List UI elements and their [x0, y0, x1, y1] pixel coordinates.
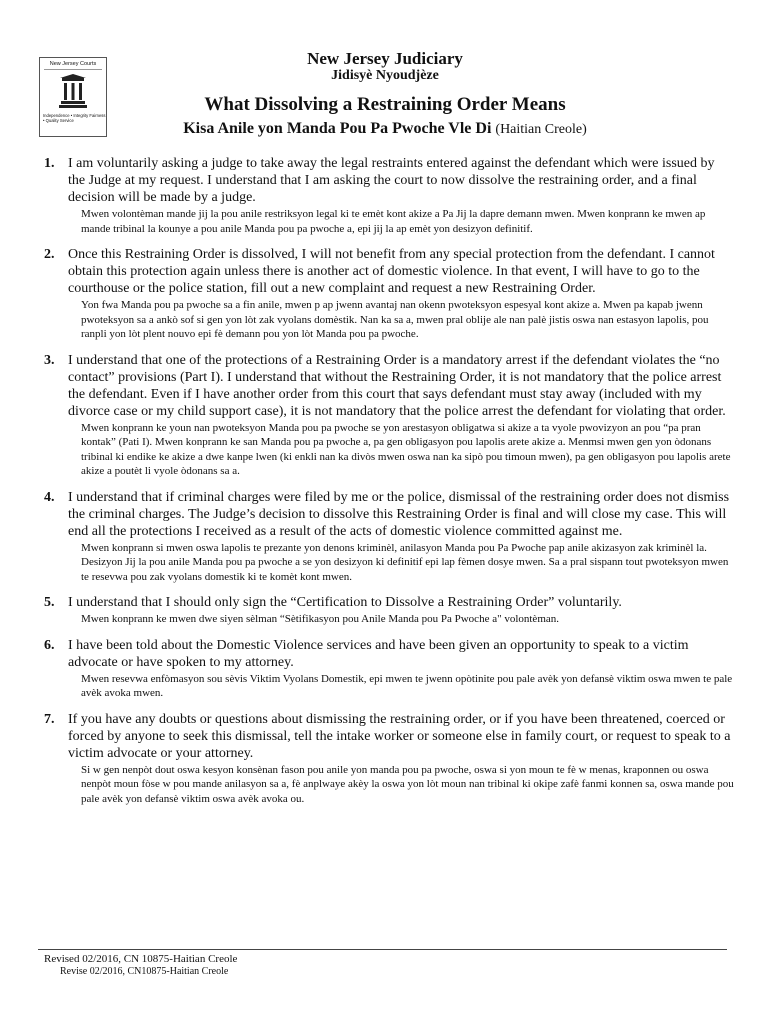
statement-6 — [44, 637, 734, 701]
organization-name-creole: Jidisyè Nyoudjèze — [331, 68, 439, 83]
statement-number: 4. — [44, 489, 55, 505]
statement-4 — [44, 489, 734, 585]
document-title-creole-line — [0, 120, 770, 138]
statement-creole: Mwen resevwa enfòmasyon sou sèvis Viktim Vyolans Domestik, epi mwen te jwenn opòtinite pou pale avèk yon defansè viktim oswa mwen te pale avèk avoka mwen. — [81, 672, 733, 699]
statement-creole: Mwen volontèman mande jij la pou anile restriksyon legal ki te emèt kont akize a Pa Jij la dapre demann mwen. Mwen konprann ke mwen ap mande tribinal la kounye a pou anile Manda pou pa pwoche a, epi jij la ap emèt yon desizyon definitif. — [81, 208, 706, 235]
statement-number: 6. — [44, 637, 55, 653]
statement-english: I have been told about the Domestic Violence services and have been given an opportunity to speak to a victim advocate or have spoken to my attorney. — [68, 637, 689, 670]
statements-list — [44, 155, 734, 816]
statement-5 — [44, 594, 734, 627]
statement-1 — [44, 155, 734, 236]
statement-english: Once this Restraining Order is dissolved, I will not benefit from any special protection from the defendant. I cannot obtain this protection again unless there is another act of domestic violence. In that event, I will have to go to the courthouse or the police station, fill out a new complaint and request a new Restraining Order. — [68, 247, 715, 296]
statement-number: 2. — [44, 247, 55, 262]
statement-number: 1. — [44, 156, 55, 171]
revision-note-creole: Revise 02/2016, CN10875-Haitian Creole — [60, 966, 229, 977]
footer-divider — [38, 949, 727, 950]
document-title: What Dissolving a Restraining Order Means — [204, 94, 566, 115]
statement-creole: Mwen konprann si mwen oswa lapolis te prezante yon denons kriminèl, anilasyon Manda pou Pa Pwoche pap anile akizasyon zak kriminèl la. Desizyon Jij la pou anile Manda pou pa pwoche a se yon desizyon ki definitif epi lap fèmen dosye mwen. Sa a pral sispann tout pwoteksyon mwen te resevwa pou zak vyolans domestik ki te komèt kont mwen. — [81, 541, 729, 583]
statement-creole: Mwen konprann ke youn nan pwoteksyon Manda pou pa pwoche se yon arestasyon obligatwa si akize a ta vyole pwovizyon an pou “pa pran kontak” (Pati I). Mwen konprann ke san Manda pou pa pwoche a, pa gen obligasyon pou lapolis arete akize a. Menmsi mwen gen yon òdonans tribinal ki endike ke akize a dwe kanpe lwen (ki enkli nan ka divòs mwen oswa nan ka sipò pou timoun mwen), pa gen obligasyon pou lapolis arete akize a poutèt li vyole òdonans sa a. — [81, 421, 731, 477]
logo-tagline: Independence • Integrity Fairness • Quality Service — [43, 113, 106, 123]
statement-creole: Mwen konprann ke mwen dwe siyen sèlman “Sètifikasyon pou Anile Manda pou Pa Pwoche a" volontèman. — [81, 613, 560, 625]
statement-creole: Si w gen nenpòt dout oswa kesyon konsènan fason pou anile yon manda pou pa pwoche, oswa si yon moun te fè w menas, kraponnen ou oswa nenpòt moun fòse w pou mande anilasyon sa a, fè anplwaye akèy la oswa yon lòt moun nan tribinal ki okipe zafè fanmi konnen sa, oswa mande pou pale avèk yon defansè viktim oswa avèk avoka ou. — [81, 763, 734, 805]
statement-number: 5. — [44, 595, 55, 610]
statement-number: 7. — [44, 711, 55, 727]
organization-name: New Jersey Judiciary — [307, 49, 463, 68]
statement-english: I understand that I should only sign the “Certification to Dissolve a Restraining Order” voluntarily. — [68, 595, 622, 610]
statement-english: I understand that if criminal charges were filed by me or the police, dismissal of the restraining order does not dismiss the criminal charges. The Judge’s decision to dissolve this Restraining Order is final and will close my case. This will end all the protections I received as a result of the acts of domestic violence committed against me. — [68, 489, 730, 539]
language-note: (Haitian Creole) — [495, 122, 587, 137]
document-title-creole: Kisa Anile yon Manda Pou Pa Pwoche Vle Di — [183, 120, 492, 137]
revision-note: Revised 02/2016, CN 10875-Haitian Creole — [44, 953, 238, 965]
statement-english: I am voluntarily asking a judge to take away the legal restraints entered against the defendant which were issued by the Judge at my request. I understand that I am asking the court to now dissolve the restraining order, and a final decision will be made by a judge. — [68, 156, 715, 205]
statement-english: If you have any doubts or questions about dismissing the restraining order, or if you have been threatened, coerced or forced by anyone to seek this dismissal, tell the intake worker or someone else in family court, or request to speak to a victim advocate or your attorney. — [68, 711, 731, 761]
statement-2 — [44, 246, 734, 342]
statement-7 — [44, 711, 734, 807]
statement-english: I understand that one of the protections of a Restraining Order is a mandatory arrest if the defendant violates the “no contact” provisions (Part I). I understand that without the Restraining Order, it is not mandatory that the police arrest the defendant. Even if I have another order from this court that says defendant must stay away (included with my divorce case or my child support case), it is not mandatory that the police arrest the defendant for violating that order. — [68, 352, 726, 419]
statement-3 — [44, 352, 734, 479]
statement-creole: Yon fwa Manda pou pa pwoche sa a fin anile, mwen p ap jwenn avantaj nan okenn pwoteksyon espesyal kont akize a. Mwen pa kapab jwenn pwoteksyon sa a ankò sof si gen yon lòt zak vyolans domèstik. Nan ka sa a, mwen pral oblije ale nan palè jistis oswa nan estasyon lapolis, pou ranpli yon lòt plent nouvo epi fè demann pou yon lòt Manda pou pa pwoche. — [81, 299, 709, 340]
logo-name: New Jersey Courts — [49, 61, 97, 67]
statement-number: 3. — [44, 352, 55, 368]
